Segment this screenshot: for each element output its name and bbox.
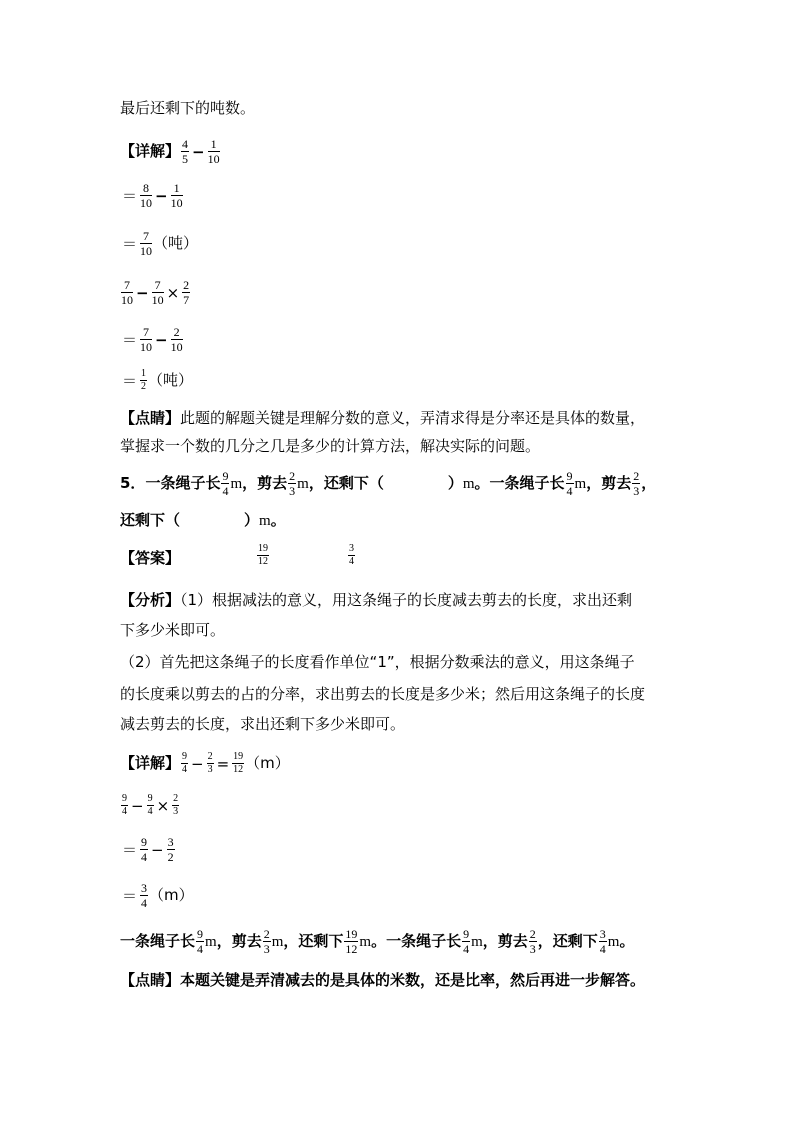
answer-tag: 【答案】 bbox=[120, 549, 181, 567]
fraction: $\frac{7}{10}$ bbox=[140, 325, 153, 354]
q5-text: ） bbox=[244, 511, 260, 529]
analysis-text: 减去剪去的长度，求出还剩下多少米即可。 bbox=[120, 715, 406, 733]
analysis-line-2 bbox=[120, 620, 225, 640]
minus-sign: − bbox=[192, 142, 205, 161]
detail-tag: 【详解】 bbox=[120, 754, 181, 772]
fraction: $\frac{7}{10}$ bbox=[151, 278, 164, 307]
fraction: $\frac{9}{4}$ bbox=[222, 469, 229, 498]
detail-step-2 bbox=[120, 182, 184, 209]
analysis-text: （1）根据减法的意义，用这条绳子的长度减去剪去的长度，求出还剩 bbox=[180, 591, 633, 609]
minus-sign: − bbox=[155, 330, 168, 349]
unit-m: m bbox=[574, 476, 587, 492]
unit-m: m bbox=[462, 476, 475, 492]
equals-sign: ＝ bbox=[122, 186, 138, 205]
summary-text: ，剪去 bbox=[216, 932, 262, 950]
equals-sign: = bbox=[216, 754, 230, 773]
detail-step-5 bbox=[120, 326, 184, 353]
point-tag: 【点睛】 bbox=[120, 971, 181, 989]
minus-sign: − bbox=[136, 283, 149, 302]
analysis-text: （2）首先把这条绳子的长度看作单位“1”，根据分数乘法的意义，用这条绳子 bbox=[120, 653, 635, 671]
fraction: $\frac{2}{3}$ bbox=[289, 469, 296, 498]
q5-text: ，剪去 bbox=[242, 474, 288, 492]
analysis-line-3 bbox=[120, 652, 635, 672]
summary-text: ，还剩下 bbox=[283, 932, 344, 950]
analysis-line-4 bbox=[120, 684, 645, 704]
q5-text: ） bbox=[447, 474, 463, 492]
text-line bbox=[120, 98, 255, 118]
fraction: $\frac{19}{12}$ bbox=[233, 751, 244, 775]
fraction: $\frac{4}{5}$ bbox=[182, 137, 189, 166]
q5-text: 一条绳子长 bbox=[145, 474, 221, 492]
minus-sign: − bbox=[131, 796, 144, 815]
fraction: $\frac{2}{3}$ bbox=[207, 751, 213, 775]
fraction: $\frac{1}{10}$ bbox=[170, 181, 183, 210]
detail5-step-3 bbox=[120, 836, 176, 863]
question-5-line-2 bbox=[120, 510, 286, 531]
detail5-step-4 bbox=[120, 882, 194, 909]
unit-m: m bbox=[297, 476, 309, 492]
detail-step-4 bbox=[120, 279, 191, 306]
summary-text: 。一条绳子长 bbox=[371, 932, 462, 950]
fraction: $\frac{3}{2}$ bbox=[167, 835, 174, 864]
point-line-2 bbox=[120, 436, 540, 456]
fraction: $\frac{2}{10}$ bbox=[170, 325, 183, 354]
line-text: 最后还剩下的吨数。 bbox=[120, 99, 256, 117]
question-number: 5． bbox=[120, 474, 146, 492]
detail-step-1 bbox=[120, 138, 221, 165]
answer-line bbox=[120, 548, 180, 568]
fraction: $\frac{9}{4}$ bbox=[566, 469, 573, 498]
fraction: $\frac{3}{4}$ bbox=[141, 881, 148, 910]
fraction: $\frac{2}{7}$ bbox=[183, 278, 190, 307]
equals-sign: ＝ bbox=[122, 886, 138, 905]
fraction: $\frac{9}{4}$ bbox=[122, 793, 127, 817]
point-text: 本题关键是弄清减去的是具体的米数，还是比率，然后再进一步解答。 bbox=[180, 971, 646, 989]
minus-sign: − bbox=[191, 754, 204, 773]
fraction: $\frac{3}{4}$ bbox=[599, 927, 606, 956]
unit-m: （m） bbox=[149, 886, 194, 904]
q5-text: ，剪去 bbox=[586, 474, 632, 492]
equals-sign: ＝ bbox=[122, 840, 138, 859]
analysis-text: 的长度乘以剪去的占的分率，求出剪去的长度是多少米；然后用这条绳子的长度 bbox=[120, 685, 646, 703]
summary-text: 一条绳子长 bbox=[120, 932, 196, 950]
fraction: $\frac{9}{4}$ bbox=[147, 793, 153, 817]
summary-text: ，剪去 bbox=[482, 932, 528, 950]
point-text: 掌握求一个数的几分之几是多少的计算方法，解决实际的问题。 bbox=[120, 437, 541, 455]
q5-text: 。 bbox=[270, 511, 286, 529]
point-text: 此题的解题关键是理解分数的意义，弄清求得是分率还是具体的数量， bbox=[180, 409, 646, 427]
unit-m: m bbox=[205, 934, 217, 950]
fraction: $\frac{1}{10}$ bbox=[207, 137, 220, 166]
answer-1-fraction: 19 12 bbox=[258, 543, 268, 567]
point-line-1 bbox=[120, 408, 645, 428]
point5-line bbox=[120, 970, 645, 990]
fraction: $\frac{2}{3}$ bbox=[633, 469, 640, 498]
summary-text: 。 bbox=[619, 932, 635, 950]
detail-tag: 【详解】 bbox=[120, 142, 181, 160]
detail-step-6 bbox=[120, 369, 193, 392]
fraction: $\frac{2}{3}$ bbox=[263, 927, 270, 956]
summary-line bbox=[120, 928, 634, 955]
q5-text: 还剩下（ bbox=[120, 511, 181, 529]
equals-sign: ＝ bbox=[122, 371, 138, 390]
minus-sign: − bbox=[151, 840, 164, 859]
unit-m: m bbox=[230, 476, 243, 492]
fraction: $\frac{8}{10}$ bbox=[140, 181, 153, 210]
fraction: $\frac{2}{3}$ bbox=[529, 927, 536, 956]
equals-sign: ＝ bbox=[122, 234, 138, 253]
q5-text: 。一条绳子长 bbox=[474, 474, 565, 492]
analysis-line-5 bbox=[120, 714, 405, 734]
answer-2-fraction: 3 4 bbox=[349, 543, 354, 567]
unit-m: m bbox=[259, 513, 271, 529]
unit-m: （m） bbox=[245, 754, 290, 772]
equals-sign: ＝ bbox=[122, 330, 138, 349]
minus-sign: − bbox=[155, 186, 168, 205]
fraction: $\frac{2}{3}$ bbox=[173, 793, 179, 817]
unit-m: m bbox=[359, 934, 372, 950]
summary-text: ，还剩下 bbox=[537, 932, 598, 950]
fraction: $\frac{7}{10}$ bbox=[140, 229, 153, 258]
fraction: $\frac{19}{12}$ bbox=[345, 927, 358, 956]
unit-m: m bbox=[607, 934, 620, 950]
detail5-step-2 bbox=[120, 794, 180, 817]
times-sign: × bbox=[166, 283, 180, 302]
fraction: $\frac{9}{4}$ bbox=[197, 927, 204, 956]
unit-ton: （吨） bbox=[148, 371, 194, 389]
detail5-step-1 bbox=[120, 752, 290, 775]
q5-text: ，还剩下（ bbox=[308, 474, 384, 492]
fraction: $\frac{1}{2}$ bbox=[141, 368, 147, 392]
fraction: $\frac{9}{4}$ bbox=[463, 927, 470, 956]
fraction: $\frac{9}{4}$ bbox=[141, 835, 148, 864]
analysis-text: 下多少米即可。 bbox=[120, 621, 226, 639]
times-sign: × bbox=[156, 796, 170, 815]
fraction: $\frac{7}{10}$ bbox=[121, 278, 133, 307]
fraction: $\frac{9}{4}$ bbox=[182, 751, 188, 775]
q5-text: ， bbox=[641, 474, 657, 492]
question-5-line-1 bbox=[120, 470, 656, 497]
analysis-line-1 bbox=[120, 590, 632, 610]
unit-m: m bbox=[271, 934, 284, 950]
unit-m: m bbox=[471, 934, 483, 950]
detail-step-3 bbox=[120, 230, 198, 257]
unit-ton: （吨） bbox=[153, 234, 199, 252]
analysis-tag: 【分析】 bbox=[120, 591, 181, 609]
point-tag: 【点睛】 bbox=[120, 409, 181, 427]
